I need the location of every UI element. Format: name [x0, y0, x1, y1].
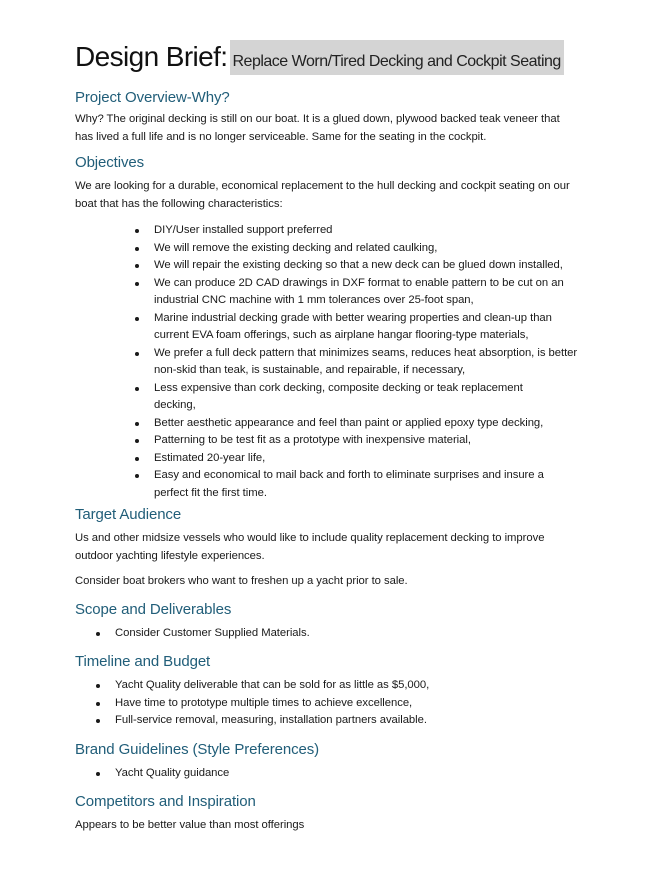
bullet-icon	[96, 684, 100, 688]
bullet-icon	[96, 632, 100, 636]
heading-scope-deliverables: Scope and Deliverables	[75, 601, 232, 618]
list-item: We can produce 2D CAD drawings in DXF format to enable pattern to be cut on an industrial CNC machine with 1 mm tolerances over 25-foot span,	[154, 275, 579, 310]
heading-competitors-inspiration: Competitors and Inspiration	[75, 793, 256, 810]
bullet-icon	[96, 719, 100, 723]
overview-paragraph: Why? The original decking is still on our boat. It is a glued down, plywood backed teak veneer that has lived a full life and is no longer serviceable. Same for the seating in the cockpit.	[75, 113, 560, 143]
list-item: We will remove the existing decking and related caulking,	[154, 240, 594, 258]
list-item: Yacht Quality deliverable that can be sold for as little as $5,000,	[115, 677, 585, 695]
title-main: Design Brief:	[75, 41, 228, 72]
bullet-icon	[96, 772, 100, 776]
heading-project-overview: Project Overview-Why?	[75, 89, 230, 106]
list-item: Easy and economical to mail back and forth to eliminate surprises and insure a perfect fit the first time.	[154, 467, 574, 502]
heading-timeline-budget: Timeline and Budget	[75, 653, 211, 670]
bullet-icon	[135, 387, 139, 391]
bullet-icon	[135, 264, 139, 268]
audience-paragraph-1: Us and other midsize vessels who would like to include quality replacement decking to improve outdoor yachting lifestyle experiences.	[75, 532, 545, 562]
bullet-icon	[135, 247, 139, 251]
bullet-icon	[135, 317, 139, 321]
list-item: Marine industrial decking grade with better wearing properties and clean-up than current EVA foam offerings, such as airplane hangar flooring-type materials,	[154, 310, 579, 345]
list-item: Yacht Quality guidance	[115, 765, 585, 783]
bullet-icon	[96, 702, 100, 706]
bullet-icon	[135, 439, 139, 443]
list-item: Patterning to be test fit as a prototype with inexpensive material,	[154, 432, 594, 450]
list-item: We prefer a full deck pattern that minimizes seams, reduces heat absorption, is better non-skid than teak, is sustainable, and repairable, if necessary,	[154, 345, 579, 380]
bullet-icon	[135, 229, 139, 233]
title-subtitle-highlighted: Replace Worn/Tired Decking and Cockpit Seating	[230, 40, 564, 75]
document-title	[75, 39, 564, 75]
scope-list	[115, 625, 585, 643]
heading-brand-guidelines: Brand Guidelines (Style Preferences)	[75, 741, 320, 758]
list-item: Consider Customer Supplied Materials.	[115, 625, 585, 643]
list-item: Estimated 20-year life,	[154, 450, 594, 468]
list-item: Better aesthetic appearance and feel than paint or applied epoxy type decking,	[154, 415, 594, 433]
bullet-icon	[135, 457, 139, 461]
objectives-intro: We are looking for a durable, economical replacement to the hull decking and cockpit seating on our boat that has the following characteristics:	[75, 180, 570, 210]
bullet-icon	[135, 474, 139, 478]
objectives-list	[154, 222, 594, 502]
list-item: Have time to prototype multiple times to achieve excellence,	[115, 695, 585, 713]
timeline-list	[115, 677, 585, 730]
heading-target-audience: Target Audience	[75, 506, 182, 523]
audience-paragraph-2: Consider boat brokers who want to freshen up a yacht prior to sale.	[75, 575, 408, 587]
bullet-icon	[135, 282, 139, 286]
competitors-paragraph: Appears to be better value than most offerings	[75, 819, 305, 831]
bullet-icon	[135, 422, 139, 426]
list-item: We will repair the existing decking so that a new deck can be glued down installed,	[154, 257, 594, 275]
brand-list	[115, 765, 585, 783]
list-item: Full-service removal, measuring, installation partners available.	[115, 712, 585, 730]
list-item: DIY/User installed support preferred	[154, 222, 594, 240]
list-item: Less expensive than cork decking, composite decking or teak replacement decking,	[154, 380, 554, 415]
bullet-icon	[135, 352, 139, 356]
heading-objectives: Objectives	[75, 154, 145, 171]
